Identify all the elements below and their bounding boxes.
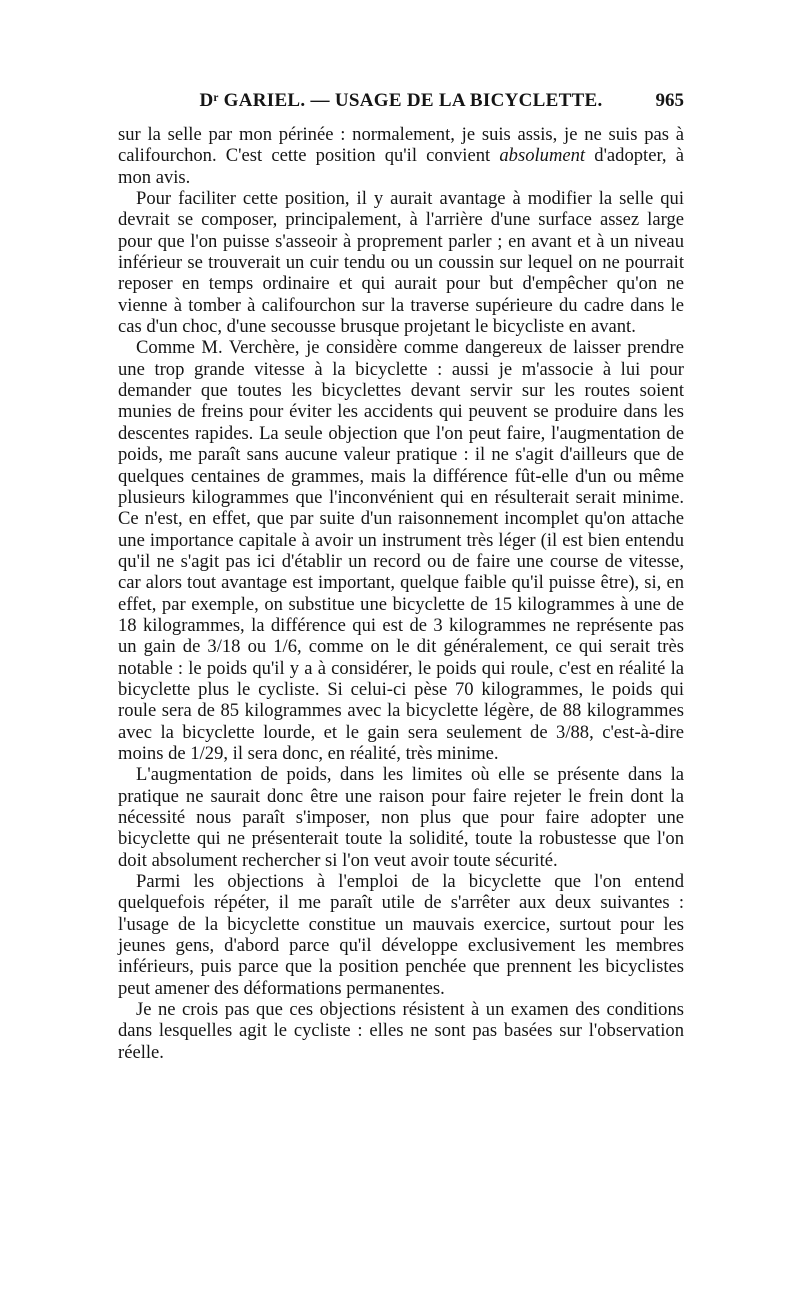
body-text xyxy=(118,124,684,1063)
paragraph-1-after: d'adopter, à mon avis. xyxy=(118,145,684,188)
header-title: Dʳ GARIEL. — USAGE DE LA BICYCLETTE. xyxy=(199,90,603,111)
paragraph-3: Comme M. Verchère, je considère comme dangereux de laisser prendre une trop grande vitesse à la bicyclette : aussi je m'associe à lui pour demander que toutes les bicyclettes devant servir sur les routes soient munies de freins pour éviter les accidents qui peuvent se produire dans les descentes rapides. La seule objection que l'on peut faire, l'augmentation de poids, me paraît sans aucune valeur pratique : il ne s'agit d'ailleurs que de quelques centaines de grammes, mais la différence fût-elle d'un ou même plusieurs kilogrammes que l'inconvénient qui en résulterait serait minime. Ce n'est, en effet, que par suite d'un raisonnement incomplet qu'on attache une importance capitale à avoir un instrument très léger (il est bien entendu qu'il ne s'agit pas ici d'établir un record ou de faire une course de vitesse, car alors tout avantage est important, quelque faible qu'il puisse être), si, en effet, par exemple, on substitue une bicyclette de 15 kilogrammes à une de 18 kilogrammes, la différence qui est de 3 kilogrammes ne représente pas un gain de 3/18 ou 1/6, comme on le dit généralement, ce qui serait très notable : le poids qu'il y a à considérer, le poids qui roule, c'est en réalité la bicyclette plus le cycliste. Si celui-ci pèse 70 kilogrammes, le poids qui roule sera de 85 kilogrammes avec la bicyclette légère, de 88 kilogrammes avec la bicyclette lourde, et le gain sera seulement de 3/88, c'est-à-dire moins de 1/29, il sera donc, en réalité, très minime. xyxy=(118,337,684,764)
paragraph-1 xyxy=(118,124,684,188)
paragraph-4: L'augmentation de poids, dans les limites où elle se présente dans la pratique ne saurait donc être une raison pour faire rejeter le frein dont la nécessité nous paraît s'imposer, non plus que pour faire adopter une bicyclette qui ne présenterait toute la solidité, toute la robustesse que l'on doit absolument rechercher si l'on veut avoir toute sécurité. xyxy=(118,764,684,871)
page-number: 965 xyxy=(655,90,684,111)
paragraph-6: Je ne crois pas que ces objections résistent à un examen des conditions dans lesquelles agit le cycliste : elles ne sont pas basées sur l'observation réelle. xyxy=(118,999,684,1063)
paragraph-5: Parmi les objections à l'emploi de la bicyclette que l'on entend quelquefois répéter, il me paraît utile de s'arrêter aux deux suivantes : l'usage de la bicyclette constitue un mauvais exercice, surtout pour les jeunes gens, d'abord parce qu'il développe exclusivement les membres inférieurs, puis parce que la position penchée que prennent les bicyclistes peut amener des déformations permanentes. xyxy=(118,871,684,999)
emphasis-absolument: absolument xyxy=(499,145,586,167)
paragraph-2: Pour faciliter cette position, il y aurait avantage à modifier la selle qui devrait se composer, principalement, à l'arrière d'une surface assez large pour que l'on puisse s'asseoir à proprement parler ; en avant et à un niveau inférieur se trouverait un cuir tendu ou un coussin sur lequel on ne pourrait reposer en temps ordinaire et qui aurait pour but d'empêcher qu'on ne vienne à tomber à califourchon sur la traverse supérieure du cadre dans le cas d'un choc, d'une secousse brusque projetant le bicycliste en avant. xyxy=(118,188,684,338)
running-header xyxy=(118,90,684,114)
paragraph-1-before: sur la selle par mon périnée : normalement, je suis assis, je ne suis pas à califourchon. C'est cette position qu'il convient xyxy=(118,124,684,167)
